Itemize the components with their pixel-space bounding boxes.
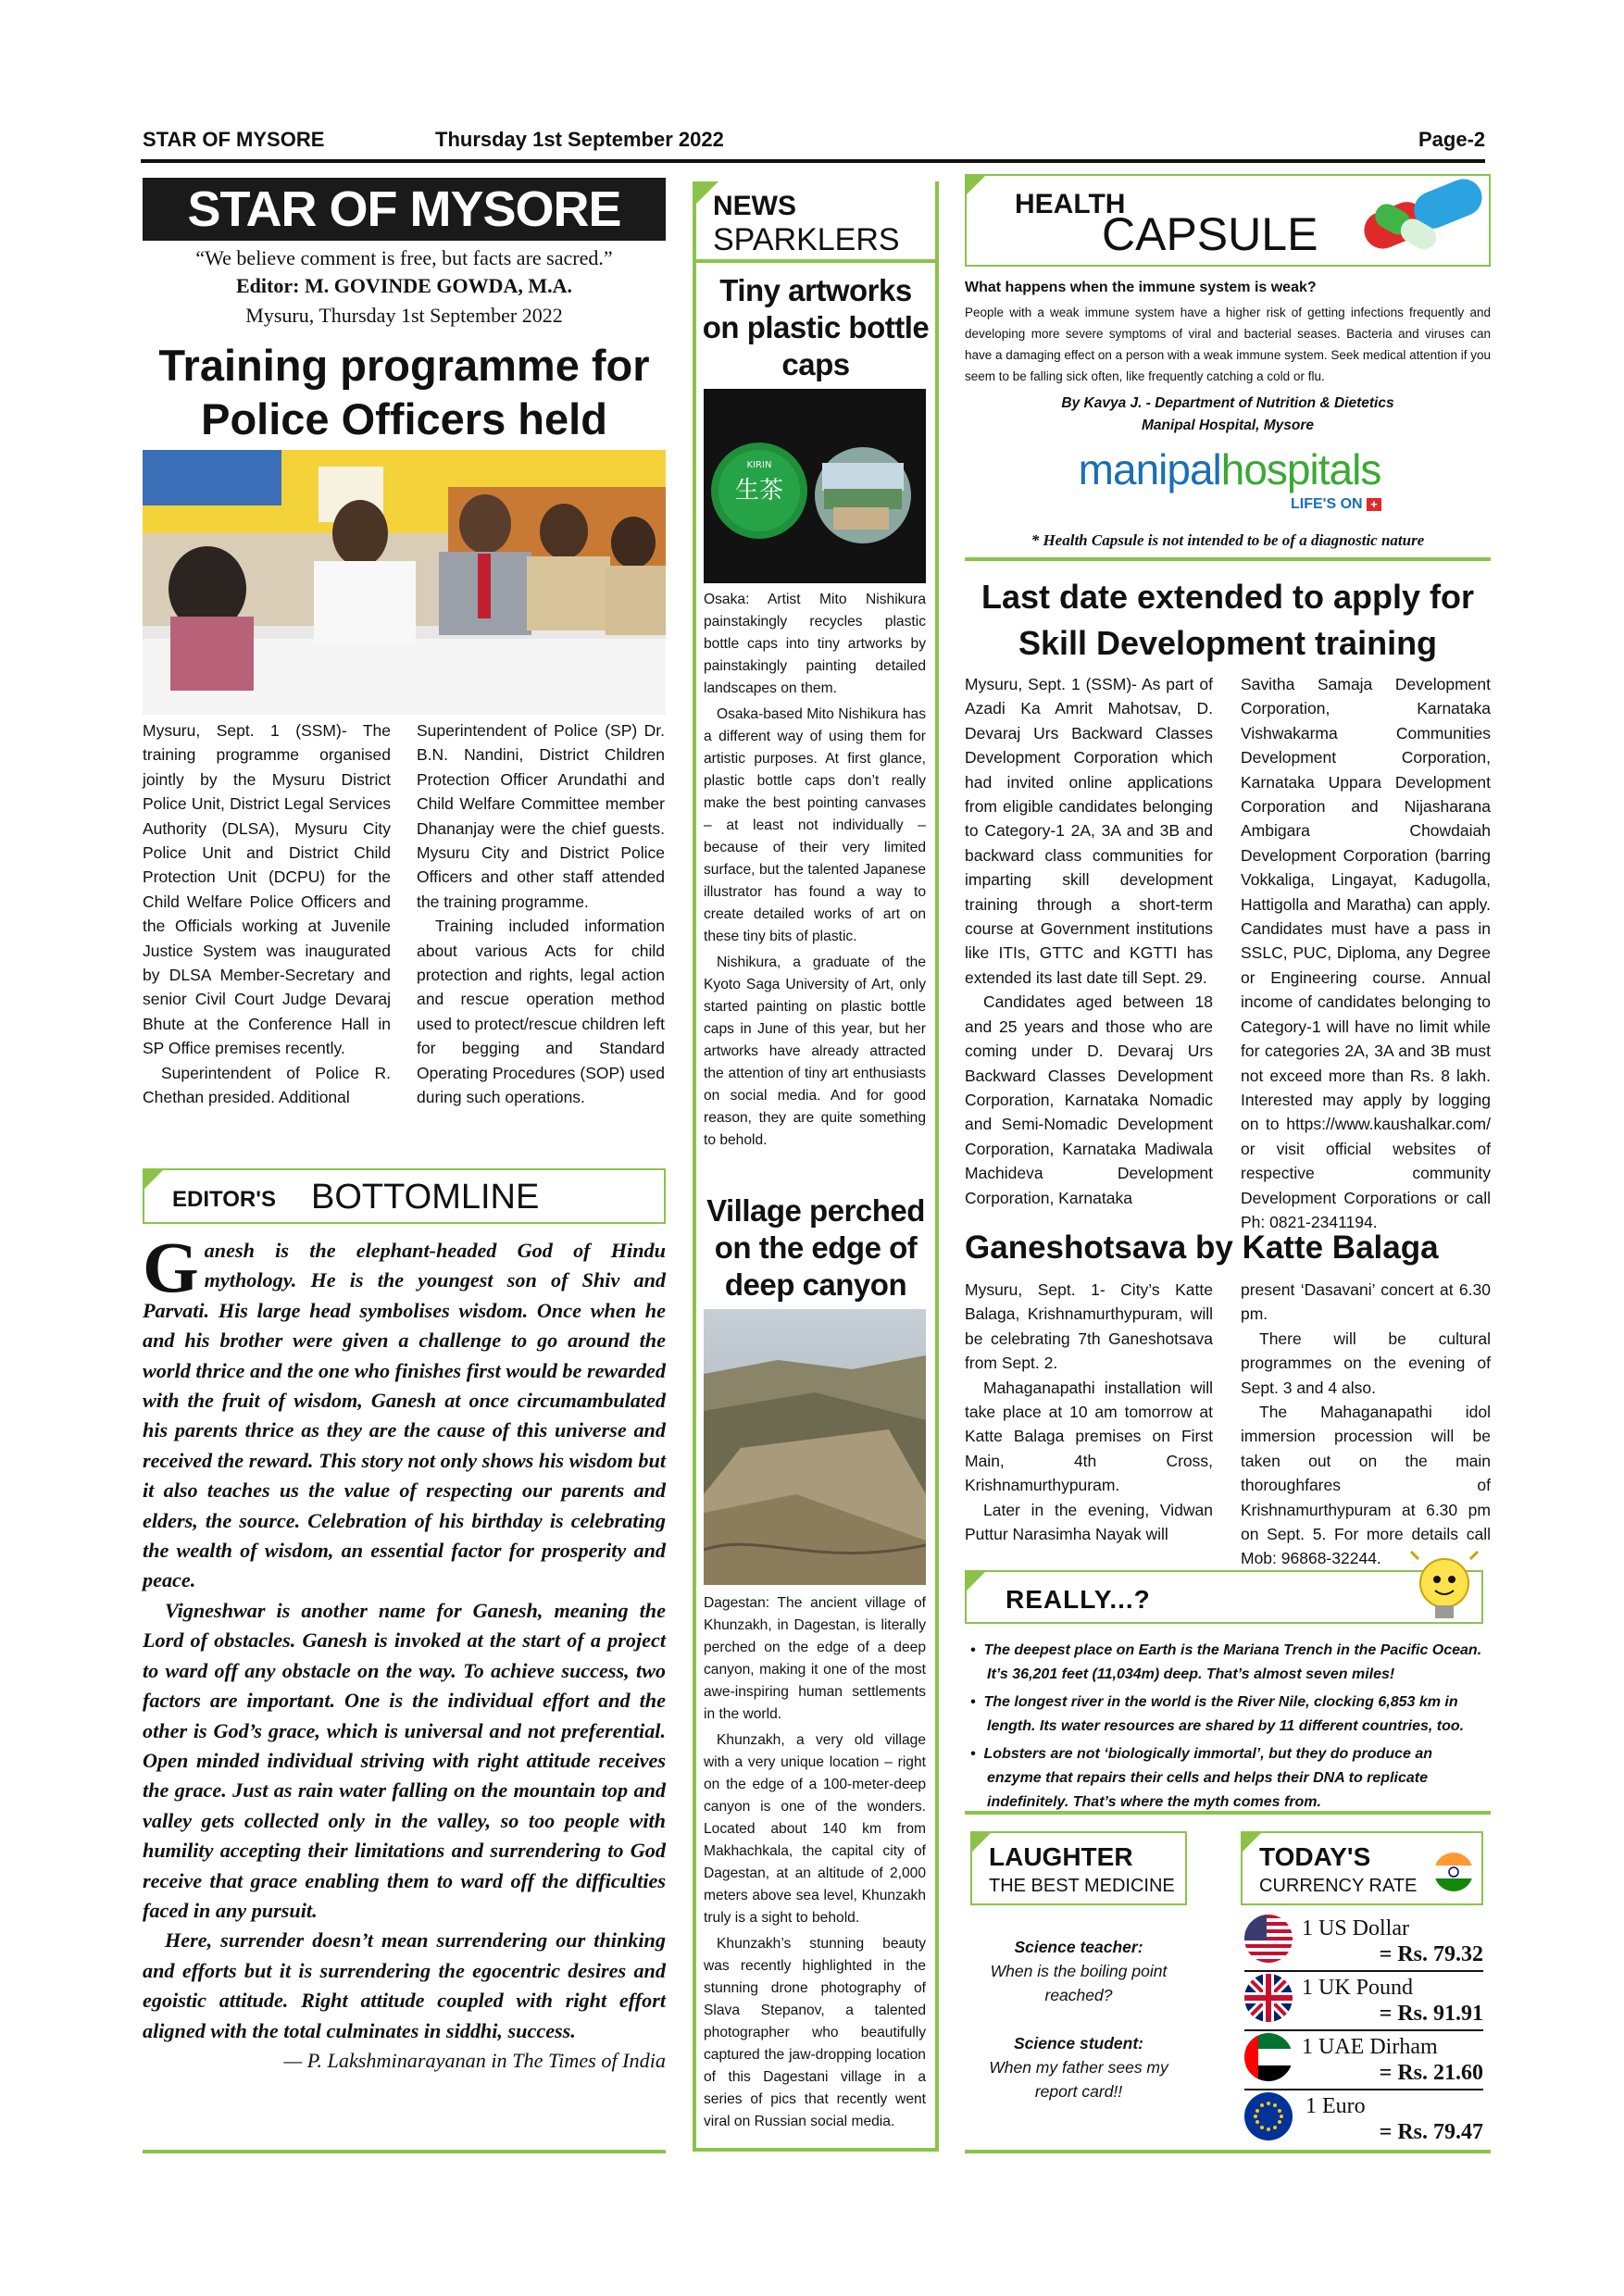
paragraph: The Mahaganapathi idol immersion procession will be taken out on the main thoroughfares of Krishnamurthypuram at 6.30 pm on Sept. 5. For more details call Mob: 96868-32244. — [1241, 1403, 1491, 1568]
paragraph: Ganesh is the elephant-headed God of Hindu mythology. He is the youngest son of Shiv and Parvati. His large head symbolises wisdom. Once when he and his brother were given a challenge to go around the world thrice and the one who finishes first would be rewarded with the fruit of wisdom, Ganesh at once circumambulated his parents thrice as they are the cause of this universe and received the reward. This story not only shows his wisdom but it also teaches us the value of respecting our parents and elders, the source. Celebration of his birthday is celebrating the wealth of wisdom, an essential factor for prosperity and peace. — [143, 1227, 666, 1592]
manipal-tagline: LIFE'S ON + — [1291, 496, 1381, 513]
health-disclaimer: * Health Capsule is not intended to be of a diagnostic nature — [1031, 531, 1425, 549]
health-label-bottom: CAPSULE — [1102, 208, 1318, 260]
drop-cap: G — [143, 1227, 199, 1307]
currency-divider — [1244, 1970, 1483, 1972]
masthead-motto: “We believe comment is free, but facts are sacred.” — [195, 246, 613, 269]
lightbulb-icon — [1407, 1550, 1485, 1631]
joke-answer: When my father sees my report card!! — [989, 2058, 1168, 2101]
paragraph: Mahaganapathi installation will take place at 10 am tomorrow at Katte Balaga premises on First Main, 4th Cross, Krishnamurthypuram. — [965, 1378, 1213, 1495]
currency-divider — [1244, 2089, 1483, 2090]
header-rule — [141, 159, 1485, 163]
sparklers-label-bottom: SPARKLERS — [713, 222, 900, 257]
really-bottom-rule — [965, 1811, 1491, 1815]
sparklers-label-box — [696, 181, 935, 263]
paragraph: Osaka-based Mito Nishikura has a different way of using them for artistic purposes. At first glance, plastic bottle caps don’t really make the best pointing canvases – at least not individually – because of their very limited surface, but the talented Japanese illustrator has found a way to create detailed works of art on these tiny bits of plastic. — [704, 706, 926, 944]
capsule-pill-icon — [1354, 172, 1493, 256]
health-capsule-box — [965, 174, 1491, 267]
byline-hospital: Manipal Hospital, Mysore — [1141, 418, 1315, 433]
paragraph: Vigneshwar is another name for Ganesh, meaning the Lord of obstacles. Ganesh is invoked at the start of a project to ward off any obstacle on the way. To achieve success, two factors are important. One is the individual effort and the other is God’s grace, which is universal and not preferential. Open minded individual striving with right attitude receives the grace. Just as rain water falling on the mountain top and valley gets collected only in the valley, so too people with humility accepting their limitations and surrendering to God receive that grace enabling them to ward off the difficulties faced in any pursuit. — [143, 1598, 666, 1922]
laughter-label-top: LAUGHTER — [989, 1842, 1133, 1871]
ganesh-headline: Ganeshotsava by Katte Balaga — [965, 1229, 1439, 1266]
paragraph: Candidates aged between 18 and 25 years and those who are coming under D. Devaraj Urs Backward Classes Development Corporation, Karnataka Nomadic and Semi-Nomadic Development Corporation, Karnataka Madiwala Machideva Development Corporation, Karnataka — [965, 992, 1213, 1207]
paragraph: Khunzakh, a very old village with a very unique location – right on the edge of a 100-meter-deep canyon is one of the wonders. Located about 140 km from Makhachkala, the capital city of Dagestan, at an altitude of 2,000 meters above sea level, Khunzakh truly is a sight to behold. — [704, 1732, 926, 1926]
village-story — [704, 1592, 926, 2137]
currency-rate: = Rs. 91.91 — [1379, 2002, 1483, 2026]
currency-label-bottom: CURRENCY RATE — [1259, 1876, 1418, 1896]
currency-name: 1 US Dollar — [1302, 1916, 1409, 1940]
police-story-col1 — [143, 718, 391, 1110]
skill-story-col1 — [965, 672, 1213, 1210]
paragraph: Superintendent of Police R. Chethan presided. Additional — [143, 1063, 391, 1107]
running-paper-name: STAR OF MYSORE — [143, 128, 325, 151]
fact-item: • The deepest place on Earth is the Mariana Trench in the Pacific Ocean. It’s 36,201 feet (11,034m) deep. That’s almost seven miles! — [970, 1642, 1482, 1682]
joke-question: When is the boiling point reached? — [990, 1962, 1168, 2004]
police-story-col2 — [417, 718, 665, 1110]
paragraph: Nishikura, a graduate of the Kyoto Saga University of Art, only started painting on plastic bottle caps in June of this year, but her artworks have already attracted the attention of tiny art enthusiasts on social media. And for good reason, they are quite something to behold. — [704, 955, 926, 1148]
page-number: Page-2 — [1418, 128, 1486, 151]
eu-flag-icon — [1244, 2092, 1293, 2140]
masthead-editor: Editor: M. GOVINDE GOWDA, M.A. — [236, 274, 572, 297]
police-headline: Training programme for Police Officers held — [158, 341, 650, 443]
currency-divider — [1244, 2029, 1483, 2031]
editorial-label-small: EDITOR'S — [172, 1187, 276, 1212]
sparklers-label-top: NEWS — [713, 191, 796, 221]
joke-answer-speaker: Science student: — [1013, 2034, 1144, 2053]
bottlecap-story — [704, 589, 926, 1155]
paragraph: Savitha Samaja Development Corporation, Karnataka Vishwakarma Communities Development Corporation, Karnataka Uppara Development Corporation and Nijasharana Ambigara Chowdaiah Development Corporation (barring Vokkaliga, Lingayat, Kadugolla, Hattigolla and Maratha) can apply. Candidates must have a pass in SSLC, PUC, Diploma, any Degree or Engineering course. Annual income of candidates belonging to Category-1 will have no limit while for categories 2A, 3A and 3B must not exceed more than Rs. 8 lakh. Interested may apply by logging on to https://www.kaushalkar.com/ or visit official websites of respective community Development Corporations or call Ph: 0821-2341194. — [1241, 675, 1491, 1231]
bottlecap-photo — [704, 389, 926, 583]
svg-text:生茶: 生茶 — [734, 477, 784, 505]
health-bottom-rule — [965, 557, 1491, 561]
uk-flag-icon — [1244, 1974, 1293, 2022]
plus-icon: + — [1367, 498, 1381, 511]
paragraph: Here, surrender doesn’t mean surrendering our thinking and efforts but it is surrendering the egocentric desires and egoistic attitude. Right attitude coupled with right effort aligned with the total culminates in siddhi, success. — [143, 1928, 666, 2042]
really-label: REALLY...? — [1006, 1585, 1151, 1614]
joke-question-speaker: Science teacher: — [1014, 1938, 1143, 1956]
paragraph: Later in the evening, Vidwan Puttur Narasimha Nayak will — [965, 1500, 1213, 1544]
manipal-logo: manipalhospitals — [1078, 445, 1381, 493]
masthead-title: STAR OF MYSORE — [143, 178, 666, 241]
joke-body — [970, 1935, 1187, 2103]
currency-rate: = Rs. 21.60 — [1379, 2061, 1483, 2085]
health-body: People with a weak immune system have a higher risk of getting infections frequently and developing more severe symptoms of viral and bacterial seases. Bacteria and viruses can have a damaging effect on a person with a weak immune system. Seek medical attention if you seem to be falling sick often, like frequently catching a cold or flu. — [965, 306, 1491, 383]
paragraph: present ‘Dasavani’ concert at 6.30 pm. — [1241, 1280, 1491, 1324]
health-question: What happens when the immune system is weak? — [965, 280, 1317, 295]
currency-table — [1244, 1915, 1487, 2155]
paragraph: Mysuru, Sept. 1 (SSM)- The training programme organised jointly by the Mysuru District Police Unit, District Legal Services Authority (DLSA), Mysuru City Police Unit and District Child Protection Unit (DCPU) for the Child Welfare Police Officers and the Officials working at Juvenile Justice System was inaugurated by DLSA Member-Secretary and senior Civil Court Judge Devaraj Bhute at the Conference Hall in SP Office premises recently. — [143, 721, 391, 1058]
currency-name: 1 UK Pound — [1302, 1976, 1414, 2000]
editorial-label-big: BOTTOMLINE — [311, 1178, 540, 1217]
skill-story-col2 — [1241, 672, 1491, 1234]
laughter-label-box — [970, 1831, 1187, 1905]
currency-rate: = Rs. 79.32 — [1379, 1942, 1483, 1966]
paragraph: Mysuru, Sept. 1 (SSM)- As part of Azadi Ka Amrit Mahotsav, D. Devaraj Urs Backward Classes Development Corporation which had invited online applications from eligible candidates belonging to Category-1 2A, 3A and 3B and backward class communities for imparting skill development training through a short-term course at Government institutions like ITIs, GTTC and KGTTI has extended its last date till Sept. 29. — [965, 675, 1213, 987]
editorial-body — [143, 1227, 666, 2076]
laughter-label-bottom: THE BEST MEDICINE — [989, 1876, 1175, 1896]
currency-name: 1 UAE Dirham — [1302, 2035, 1438, 2059]
masthead-dateline: Mysuru, Thursday 1st September 2022 — [245, 304, 563, 327]
health-byline — [965, 393, 1491, 437]
ganesh-story-col2 — [1241, 1278, 1491, 1571]
paragraph: There will be cultural programmes on the evening of Sept. 3 and 4 also. — [1241, 1329, 1491, 1397]
skill-headline: Last date extended to apply for Skill Development training — [981, 578, 1475, 662]
svg-text:KIRIN: KIRIN — [746, 460, 772, 470]
fact-item: • Lobsters are not ‘biologically immortal’, but they do produce an enzyme that repairs their cells and helps their DNA to replicate indefinitely. That’s where the myth comes from. — [970, 1746, 1433, 1810]
running-date: Thursday 1st September 2022 — [435, 128, 724, 151]
paragraph: Dagestan: The ancient village of Khunzakh, in Dagestan, is literally perched on the edge of a deep canyon, making it one of the most awe-inspiring human settlements in the world. — [704, 1595, 926, 1722]
currency-name: 1 Euro — [1305, 2094, 1366, 2118]
paragraph: Superintendent of Police (SP) Dr. B.N. Nandini, District Children Protection Officer Arundathi and Child Welfare Committee member Dhananjay were the chief guests. Mysuru City and District Police Officers and other staff attended the training programme. — [417, 721, 665, 911]
editorial-credit: — P. Lakshminarayanan in The Times of India — [283, 2048, 666, 2072]
really-fact-list — [968, 1639, 1491, 1815]
paragraph: Osaka: Artist Mito Nishikura painstakingly recycles plastic bottle caps into tiny artworks by painstakingly painting detailed landscapes on them. — [704, 592, 926, 696]
police-training-photo — [143, 450, 666, 715]
byline-author: By Kavya J. - Department of Nutrition & Dietetics — [1061, 395, 1394, 411]
fact-item: • The longest river in the world is the River Nile, clocking 6,853 km in length. Its water resources are shared by 11 different countries, too. — [970, 1694, 1465, 1734]
india-flag-icon — [1433, 1852, 1474, 1892]
currency-rate: = Rs. 79.47 — [1379, 2120, 1483, 2144]
paragraph: Khunzakh’s stunning beauty was recently highlighted in the stunning drone photography of Slava Stepanov, a talented photographer who beautifully captured the jaw-dropping location of this Dagestani village in a series of pics that recently went viral on Russian social media. — [704, 1936, 926, 2129]
village-headline: Village perched on the edge of deep canyon — [706, 1193, 925, 1302]
paragraph: Mysuru, Sept. 1- City’s Katte Balaga, Krishnamurthypuram, will be celebrating 7th Ganeshotsava from Sept. 2. — [965, 1280, 1213, 1373]
village-photo — [704, 1309, 926, 1585]
uae-flag-icon — [1244, 2033, 1293, 2081]
bottlecap-headline: Tiny artworks on plastic bottle caps — [702, 273, 930, 381]
really-label-box — [965, 1570, 1483, 1624]
column1-bottom-rule — [143, 2150, 666, 2153]
ganesh-story-col1 — [965, 1278, 1213, 1546]
currency-label-box — [1241, 1831, 1483, 1905]
right-bottom-rule — [965, 2150, 1491, 2153]
us-flag-icon — [1244, 1915, 1293, 1963]
editorial-label-box — [143, 1168, 666, 1224]
paragraph: Training included information about various Acts for child protection and rights, legal action and rescue operation method used to protect/rescue children left for begging and Standard Operating Procedures (SOP) used during such operations. — [417, 917, 665, 1107]
currency-label-top: TODAY'S — [1259, 1842, 1371, 1871]
health-label-top: HEALTH — [1015, 189, 1126, 219]
